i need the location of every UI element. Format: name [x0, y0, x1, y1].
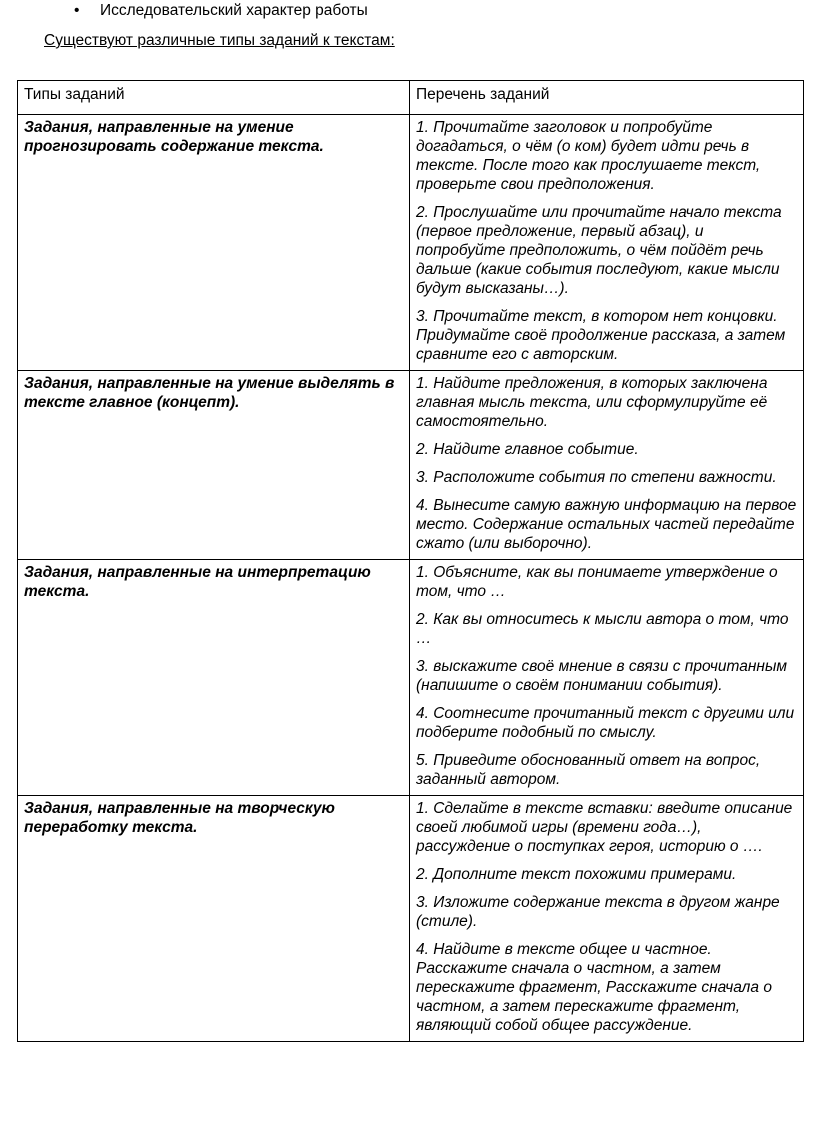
table-row [18, 560, 804, 796]
task-type-cell: Задания, направленные на интерпретацию текста. [18, 560, 410, 796]
bullet-text: Исследовательский характер работы [100, 2, 368, 19]
task-item: 4. Найдите в тексте общее и частное. Расскажите сначала о частном, а затем перескажите фрагмент, Расскажите сначала о частном, а затем перескажите фрагмент, являющий собой общее рассуждение. [416, 941, 772, 1034]
task-item: 1. Прочитайте заголовок и попробуйте догадаться, о чём (о ком) будет идти речь в тексте. После того как прослушаете текст, проверьте свои предположения. [416, 119, 761, 193]
task-type-cell: Задания, направленные на умение прогнозировать содержание текста. [18, 115, 410, 371]
task-item: 2. Найдите главное событие. [416, 441, 639, 458]
task-item: 3. Изложите содержание текста в другом жанре (стиле). [416, 894, 780, 930]
task-list-cell [410, 115, 804, 371]
task-item: 2. Как вы относитесь к мысли автора о том, что … [416, 611, 789, 647]
task-list-cell [410, 796, 804, 1042]
bullet-marker: • [74, 2, 80, 19]
task-item: 1. Объясните, как вы понимаете утверждение о том, что … [416, 564, 778, 600]
task-type-cell: Задания, направленные на умение выделять в тексте главное (концепт). [18, 371, 410, 560]
task-item: 2. Прослушайте или прочитайте начало текста (первое предложение, первый абзац), и попробуйте предположить, о чём пойдёт речь дальше (какие события последуют, какие мысли будут высказаны…). [416, 204, 782, 297]
task-type-cell: Задания, направленные на творческую переработку текста. [18, 796, 410, 1042]
task-list-cell [410, 371, 804, 560]
header-task-list: Перечень заданий [410, 81, 804, 115]
table-row [18, 796, 804, 1042]
intro-text: Существуют различные типы заданий к текстам: [44, 32, 395, 49]
table-header-row [18, 81, 804, 115]
bullet-item [74, 0, 368, 22]
header-task-types: Типы заданий [18, 81, 410, 115]
table-row [18, 115, 804, 371]
task-list-cell [410, 560, 804, 796]
task-item: 5. Приведите обоснованный ответ на вопрос, заданный автором. [416, 752, 761, 788]
task-types-table [17, 80, 804, 1042]
task-item: 3. Прочитайте текст, в котором нет концовки. Придумайте своё продолжение рассказа, а затем сравните его с авторским. [416, 308, 786, 363]
task-item: 2. Дополните текст похожими примерами. [416, 866, 737, 883]
table-row [18, 371, 804, 560]
task-item: 3. выскажите своё мнение в связи с прочитанным (напишите о своём понимании события). [416, 658, 787, 694]
task-item: 1. Найдите предложения, в которых заключена главная мысль текста, или сформулируйте её самостоятельно. [416, 375, 768, 430]
task-item: 4. Вынесите самую важную информацию на первое место. Содержание остальных частей передайте сжато (или выборочно). [416, 497, 797, 552]
task-item: 4. Соотнесите прочитанный текст с другими или подберите подобный по смыслу. [416, 705, 795, 741]
task-item: 3. Расположите события по степени важности. [416, 469, 777, 486]
task-item: 1. Сделайте в тексте вставки: введите описание своей любимой игры (времени года…), рассуждение о поступках героя, историю о …. [416, 800, 793, 855]
